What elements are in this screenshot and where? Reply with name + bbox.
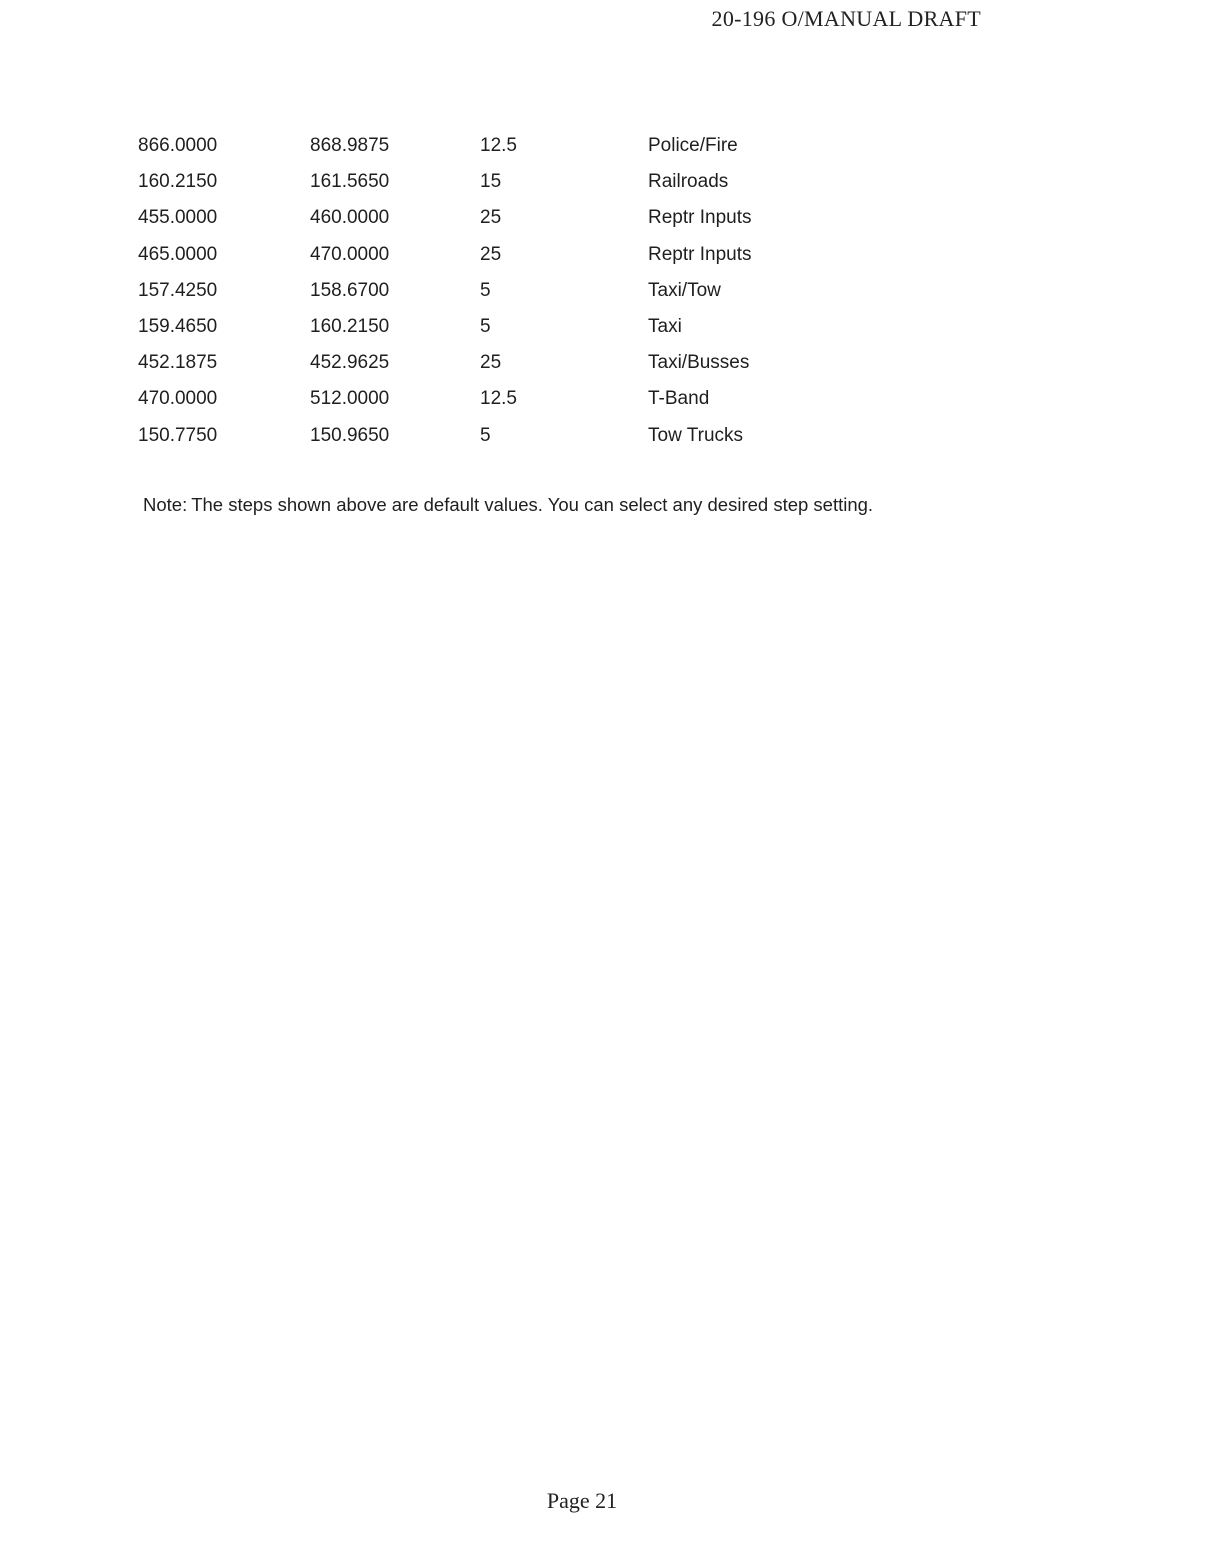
service-cell: Railroads bbox=[648, 171, 729, 193]
table-row bbox=[138, 273, 848, 309]
start-frequency-cell: 465.0000 bbox=[138, 243, 218, 265]
step-cell: 25 bbox=[480, 243, 502, 265]
end-frequency-cell: 452.9625 bbox=[310, 352, 390, 374]
table-row bbox=[138, 164, 848, 200]
start-frequency-cell: 159.4650 bbox=[138, 316, 218, 338]
table-row bbox=[138, 128, 848, 164]
table-row bbox=[138, 345, 848, 381]
document-header-title: 20-196 O/MANUAL DRAFT bbox=[711, 6, 981, 31]
service-cell: Tow Trucks bbox=[648, 424, 744, 446]
end-frequency-cell: 150.9650 bbox=[310, 424, 390, 446]
note-label: Note: bbox=[143, 494, 188, 515]
step-cell: 12.5 bbox=[480, 388, 517, 410]
step-note bbox=[143, 494, 873, 516]
service-cell: Taxi/Tow bbox=[648, 279, 721, 301]
start-frequency-cell: 157.4250 bbox=[138, 279, 218, 301]
page-number: Page 21 bbox=[546, 1488, 618, 1513]
end-frequency-cell: 512.0000 bbox=[310, 388, 390, 410]
end-frequency-cell: 160.2150 bbox=[310, 316, 390, 338]
table-row bbox=[138, 418, 848, 454]
service-cell: Police/Fire bbox=[648, 135, 738, 157]
start-frequency-cell: 455.0000 bbox=[138, 207, 218, 229]
end-frequency-cell: 868.9875 bbox=[310, 135, 390, 157]
start-frequency-cell: 470.0000 bbox=[138, 388, 218, 410]
start-frequency-cell: 160.2150 bbox=[138, 171, 218, 193]
step-cell: 5 bbox=[480, 279, 491, 301]
end-frequency-cell: 158.6700 bbox=[310, 279, 390, 301]
step-cell: 12.5 bbox=[480, 135, 517, 157]
start-frequency-cell: 150.7750 bbox=[138, 424, 218, 446]
table-row bbox=[138, 309, 848, 345]
end-frequency-cell: 161.5650 bbox=[310, 171, 390, 193]
end-frequency-cell: 470.0000 bbox=[310, 243, 390, 265]
frequency-table bbox=[138, 128, 848, 454]
service-cell: T-Band bbox=[648, 388, 710, 410]
service-cell: Taxi bbox=[648, 316, 682, 338]
step-cell: 5 bbox=[480, 424, 491, 446]
service-cell: Taxi/Busses bbox=[648, 352, 750, 374]
table-row bbox=[138, 381, 848, 417]
start-frequency-cell: 452.1875 bbox=[138, 352, 218, 374]
service-cell: Reptr Inputs bbox=[648, 207, 752, 229]
step-cell: 15 bbox=[480, 171, 502, 193]
step-cell: 25 bbox=[480, 207, 502, 229]
step-cell: 5 bbox=[480, 316, 491, 338]
end-frequency-cell: 460.0000 bbox=[310, 207, 390, 229]
table-row bbox=[138, 200, 848, 236]
step-cell: 25 bbox=[480, 352, 502, 374]
service-cell: Reptr Inputs bbox=[648, 243, 752, 265]
note-text: The steps shown above are default values. You can select any desired step setting. bbox=[191, 494, 874, 515]
table-row bbox=[138, 237, 848, 273]
start-frequency-cell: 866.0000 bbox=[138, 135, 218, 157]
